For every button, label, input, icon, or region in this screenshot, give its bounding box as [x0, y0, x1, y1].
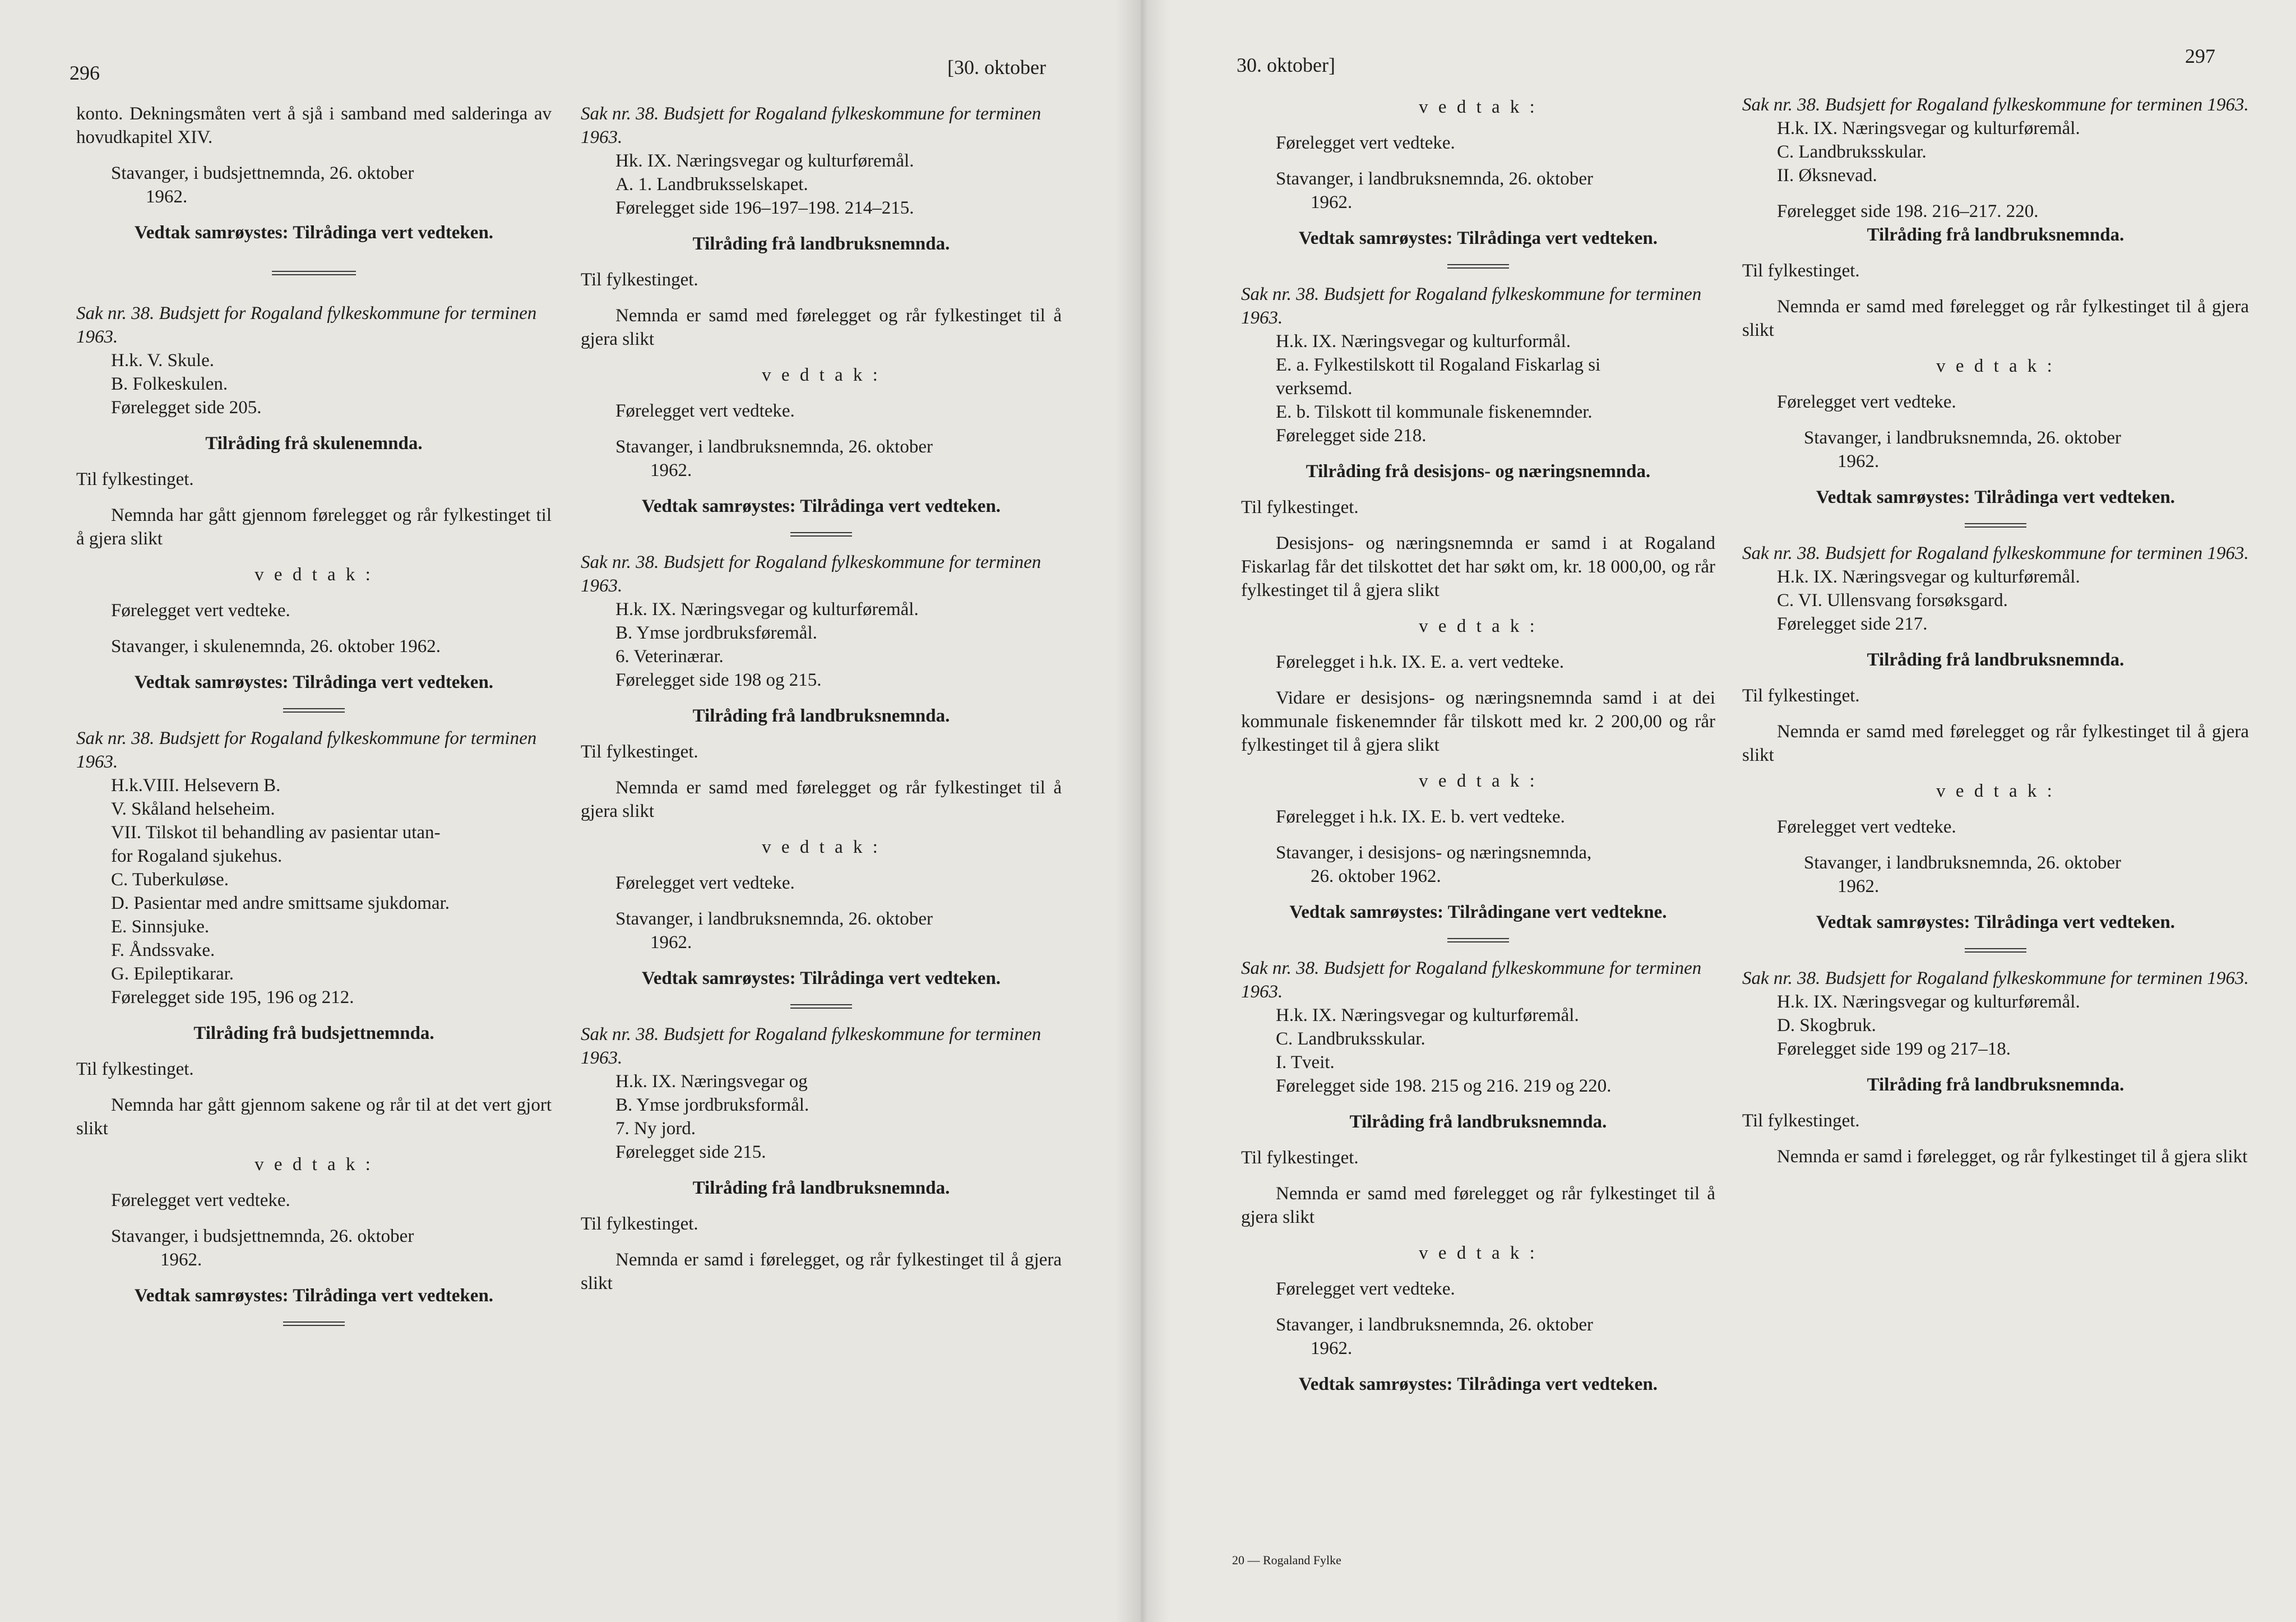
left-column-1 [76, 102, 552, 1622]
left-page [0, 0, 1142, 1622]
sak-heading: Sak nr. 38. Budsjett for Rogaland fylkeskommune for terminen 1963. [581, 552, 1041, 596]
sak-item: Førelegget side 217. [1777, 614, 1928, 634]
tilraading-heading: Tilråding frå landbruksnemnda. [692, 1178, 950, 1198]
sak-item: D. Skogbruk. [1777, 1015, 1876, 1036]
body-paragraph: Nemnda er samd i førelegget, og rår fylkestinget til å gjera slikt [1777, 1147, 2248, 1167]
body-paragraph: Nemnda er samd i førelegget, og rår fylkestinget til å gjera slikt [581, 1250, 1062, 1293]
body-paragraph: Nemnda har gått gjennom førelegget og rår fylkestinget til å gjera slikt [76, 505, 552, 549]
vedteke-line: Førelegget vert vedteke. [1276, 133, 1455, 153]
sak-item: Førelegget side 195, 196 og 212. [111, 987, 354, 1008]
sak-item: H.k.VIII. Helsevern B. [111, 775, 281, 796]
vedtak-word: v e d t a k : [762, 365, 881, 385]
addressee: Til fylkestinget. [1742, 1111, 1860, 1131]
year-line: 1962. [160, 1250, 202, 1270]
year-line: 1962. [1311, 192, 1353, 212]
place-line: Stavanger, i landbruksnemnda, 26. oktober [1804, 853, 2121, 873]
place-line: Stavanger, i budsjettnemnda, 26. oktober [111, 163, 414, 183]
body-paragraph: Vidare er desisjons- og næringsnemnda samd i at dei kommunale fiskenemnder får tilskott med kr. 2 200,00 og rår fylkestinget til å gjera slikt [1241, 688, 1715, 755]
vedteke-line: Førelegget i h.k. IX. E. b. vert vedteke. [1276, 807, 1565, 827]
vedtak-line: Vedtak samrøystes: Tilrådinga vert vedteken. [134, 1286, 494, 1306]
place-line: Stavanger, i landbruksnemnda, 26. oktober [1804, 428, 2121, 448]
body-paragraph: Nemnda er samd med førelegget og rår fylkestinget til å gjera slikt [1241, 1184, 1715, 1227]
sak-item: Førelegget side 199 og 217–18. [1777, 1039, 2011, 1059]
sak-item: Førelegget side 205. [111, 398, 262, 418]
sak-item-list [1241, 330, 1715, 447]
sak-item: H.k. IX. Næringsvegar og [615, 1071, 808, 1092]
sak-heading: Sak nr. 38. Budsjett for Rogaland fylkeskommune for terminen 1963. [581, 1024, 1041, 1068]
body-paragraph: Nemnda er samd med førelegget og rår fylkestinget til å gjera slikt [1742, 297, 2249, 340]
body-paragraph: Desisjons- og næringsnemnda er samd i at Rogaland Fiskarlag får det tilskottet det har søkt om, kr. 18 000,00, og rår fylkestinget til å gjera slikt [1241, 533, 1715, 600]
sak-item: H.k. IX. Næringsvegar og kulturføremål. [615, 599, 919, 620]
sak-item: C. Landbruksskular. [1276, 1029, 1425, 1049]
vedtak-word: v e d t a k : [1936, 356, 2055, 376]
vedteke-line: Førelegget vert vedteke. [1276, 1279, 1455, 1299]
sak-heading: Sak nr. 38. Budsjett for Rogaland fylkeskommune for terminen 1963. [1241, 958, 1702, 1002]
sak-item-list [1742, 117, 2249, 187]
sak-item: F. Åndssvake. [111, 940, 215, 960]
sak-item: A. 1. Landbruksselskapet. [615, 174, 808, 195]
year-line: 1962. [650, 460, 692, 480]
sak-item-list [1742, 565, 2249, 636]
sak-item-list [76, 349, 552, 419]
vedteke-line: Førelegget vert vedteke. [615, 873, 795, 893]
body-paragraph: Nemnda er samd med førelegget og rår fylkestinget til å gjera slikt [581, 306, 1062, 349]
section-divider [283, 1320, 345, 1328]
page-number: 296 [70, 62, 100, 84]
right-page [1142, 0, 2296, 1622]
tilraading-heading: Tilråding frå skulenemnda. [205, 433, 423, 454]
sak-item-list [581, 598, 1062, 692]
year-line: 1962. [650, 932, 692, 953]
sak-item: Førelegget side 198 og 215. [615, 670, 822, 690]
sak-item: H.k. IX. Næringsvegar og kulturføremål. [1777, 992, 2080, 1012]
sak-item-list [581, 1070, 1062, 1164]
sak-item: H.k. IX. Næringsvegar og kulturføremål. [1777, 118, 2080, 138]
vedtak-word: v e d t a k : [254, 565, 373, 585]
sak-item: D. Pasientar med andre smittsame sjukdomar. [111, 893, 450, 913]
sak-item: VII. Tilskot til behandling av pasientar utan- [111, 822, 441, 843]
tilraading-heading: Tilråding frå budsjettnemnda. [193, 1023, 434, 1043]
section-divider [272, 269, 356, 277]
running-head: 30. oktober] [1237, 54, 1335, 76]
place-line: Stavanger, i budsjettnemnda, 26. oktober [111, 1226, 414, 1246]
vedtak-line: Vedtak samrøystes: Tilrådinga vert vedteken. [134, 223, 494, 243]
place-line: Stavanger, i landbruksnemnda, 26. oktober [1276, 1315, 1593, 1335]
vedtak-line: Vedtak samrøystes: Tilrådinga vert vedteken. [641, 968, 1001, 988]
sak-item: G. Epileptikarar. [111, 964, 234, 984]
sak-item: B. Ymse jordbruksformål. [615, 1095, 809, 1115]
tilraading-heading: Tilråding frå landbruksnemnda. [1349, 1112, 1607, 1132]
vedtak-line: Vedtak samrøystes: Tilrådingane vert vedtekne. [1289, 902, 1667, 922]
place-line: Stavanger, i landbruksnemnda, 26. oktober [1276, 169, 1593, 189]
vedtak-word: v e d t a k : [762, 837, 881, 857]
sak-item-list [76, 774, 552, 1009]
sak-item: B. Ymse jordbruksføremål. [615, 623, 817, 643]
vedtak-word: v e d t a k : [1419, 616, 1538, 636]
vedtak-word: v e d t a k : [1419, 1243, 1538, 1263]
sak-item: C. Tuberkuløse. [111, 870, 229, 890]
place-line: Stavanger, i desisjons- og næringsnemnda, [1276, 843, 1592, 863]
vedtak-line: Vedtak samrøystes: Tilrådinga vert vedteken. [1298, 1374, 1658, 1394]
sak-item: 6. Veterinærar. [615, 646, 724, 667]
sak-item: H.k. IX. Næringsvegar og kulturføremål. [1777, 567, 2080, 587]
tilraading-heading: Tilråding frå desisjons- og næringsnemnda. [1306, 461, 1651, 482]
place-line: Stavanger, i landbruksnemnda, 26. oktober [615, 437, 933, 457]
sak-item: for Rogaland sjukehus. [111, 846, 283, 866]
sak-item-list [1241, 1004, 1715, 1098]
sak-item: E. b. Tilskott til kommunale fiskenemnder. [1276, 402, 1593, 422]
body-paragraph: Nemnda er samd med førelegget og rår fylkestinget til å gjera slikt [1742, 722, 2249, 765]
right-column-2 [1742, 93, 2249, 1622]
sak-heading: Sak nr. 38. Budsjett for Rogaland fylkeskommune for terminen 1963. [76, 303, 537, 347]
addressee: Til fylkestinget. [581, 742, 698, 762]
year-line: 1962. [146, 187, 188, 207]
sak-item: E. Sinnsjuke. [111, 917, 210, 937]
tilraading-heading: Tilråding frå landbruksnemnda. [1867, 1075, 2124, 1095]
vedtak-word: v e d t a k : [1936, 781, 2055, 801]
sak-item: B. Folkeskulen. [111, 374, 228, 394]
addressee: Til fylkestinget. [581, 270, 698, 290]
sak-item: I. Tveit. [1276, 1052, 1335, 1073]
section-divider [1965, 946, 2026, 954]
vedteke-line: Førelegget vert vedteke. [111, 600, 290, 621]
sak-heading: Sak nr. 38. Budsjett for Rogaland fylkeskommune for terminen 1963. [1241, 284, 1702, 328]
addressee: Til fylkestinget. [1241, 497, 1359, 517]
running-head: [30. oktober [947, 56, 1046, 78]
right-column-1 [1241, 95, 1715, 1622]
year-line: 1962. [1837, 451, 1880, 472]
intro-paragraph: konto. Dekningsmåten vert å sjå i samband med salderinga av hovudkapitel XIV. [76, 104, 552, 147]
vedtak-line: Vedtak samrøystes: Tilrådinga vert vedteken. [641, 496, 1001, 516]
vedtak-line: Vedtak samrøystes: Tilrådinga vert vedteken. [1816, 912, 2175, 932]
sak-item: Førelegget side 215. [615, 1142, 766, 1162]
section-divider [1965, 521, 2026, 529]
sak-item: Førelegget side 196–197–198. 214–215. [615, 198, 914, 218]
body-paragraph: Nemnda er samd med førelegget og rår fylkestinget til å gjera slikt [581, 778, 1062, 821]
book-gutter [1115, 0, 1169, 1622]
addressee: Til fylkestinget. [1742, 686, 1860, 706]
sak-item: V. Skåland helseheim. [111, 799, 275, 819]
addressee: Til fylkestinget. [1742, 261, 1860, 281]
section-divider [790, 530, 852, 538]
sak-item: H.k. V. Skule. [111, 350, 214, 371]
tilraading-heading: Tilråding frå landbruksnemnda. [1867, 225, 2124, 245]
tilraading-heading: Tilråding frå landbruksnemnda. [1867, 650, 2124, 670]
vedteke-line: Førelegget vert vedteke. [1777, 392, 1956, 412]
sak-heading: Sak nr. 38. Budsjett for Rogaland fylkeskommune for terminen 1963. [1742, 95, 2249, 115]
sak-item: C. Landbruksskular. [1777, 142, 1927, 162]
page-number: 297 [2185, 45, 2215, 67]
tilraading-heading: Tilråding frå landbruksnemnda. [692, 706, 950, 726]
sak-item: II. Øksnevad. [1777, 165, 1877, 186]
vedtak-word: v e d t a k : [1419, 97, 1538, 117]
sak-heading: Sak nr. 38. Budsjett for Rogaland fylkeskommune for terminen 1963. [581, 104, 1041, 147]
vedtak-word: v e d t a k : [254, 1154, 373, 1175]
sak-item-list [581, 149, 1062, 220]
vedtak-word: v e d t a k : [1419, 771, 1538, 791]
section-divider [1447, 936, 1509, 944]
vedteke-line: Førelegget vert vedteke. [111, 1190, 290, 1210]
vedtak-line: Vedtak samrøystes: Tilrådinga vert vedteken. [1298, 228, 1658, 248]
left-column-2 [581, 102, 1062, 1622]
addressee: Til fylkestinget. [76, 469, 194, 489]
sak-item: H.k. IX. Næringsvegar og kulturføremål. [1276, 1005, 1579, 1025]
vedteke-line: Førelegget vert vedteke. [615, 401, 795, 421]
tilraading-heading: Tilråding frå landbruksnemnda. [692, 234, 950, 254]
vedteke-line: Førelegget vert vedteke. [1777, 817, 1956, 837]
vedtak-line: Vedtak samrøystes: Tilrådinga vert vedteken. [1816, 487, 2175, 507]
sak-item: H.k. IX. Næringsvegar og kulturformål. [1276, 331, 1571, 352]
sak-heading: Sak nr. 38. Budsjett for Rogaland fylkeskommune for terminen 1963. [76, 728, 537, 772]
addressee: Til fylkestinget. [581, 1214, 698, 1234]
sak-item-list [1742, 990, 2249, 1061]
sak-item: Førelegget side 198. 215 og 216. 219 og 220. [1276, 1076, 1612, 1096]
forelegg-line: Førelegget side 198. 216–217. 220. [1777, 201, 2039, 221]
year-line: 1962. [1837, 876, 1880, 897]
place-line: Stavanger, i landbruksnemnda, 26. oktober [615, 909, 933, 929]
sak-item: Hk. IX. Næringsvegar og kulturføremål. [615, 151, 914, 171]
section-divider [790, 1002, 852, 1010]
sak-heading: Sak nr. 38. Budsjett for Rogaland fylkeskommune for terminen 1963. [1742, 543, 2249, 563]
sak-item: Førelegget side 218. [1276, 426, 1427, 446]
sak-item: verksemd. [1276, 378, 1353, 399]
addressee: Til fylkestinget. [1241, 1148, 1359, 1168]
page-footer: 20 — Rogaland Fylke [1232, 1553, 1341, 1567]
body-paragraph: Nemnda har gått gjennom sakene og rår til at det vert gjort slikt [76, 1095, 552, 1139]
year-line: 26. oktober 1962. [1311, 866, 1441, 886]
sak-heading: Sak nr. 38. Budsjett for Rogaland fylkeskommune for terminen 1963. [1742, 968, 2249, 988]
vedteke-line: Førelegget i h.k. IX. E. a. vert vedteke. [1276, 652, 1564, 672]
addressee: Til fylkestinget. [76, 1059, 194, 1079]
section-divider [283, 706, 345, 714]
sak-item: 7. Ny jord. [615, 1119, 696, 1139]
sak-item: E. a. Fylkestilskott til Rogaland Fiskarlag si [1276, 355, 1601, 375]
vedtak-line: Vedtak samrøystes: Tilrådinga vert vedteken. [134, 672, 494, 692]
section-divider [1447, 262, 1509, 270]
place-line: Stavanger, i skulenemnda, 26. oktober 1962. [111, 636, 441, 657]
year-line: 1962. [1311, 1338, 1353, 1358]
sak-item: C. VI. Ullensvang forsøksgard. [1777, 590, 2008, 611]
